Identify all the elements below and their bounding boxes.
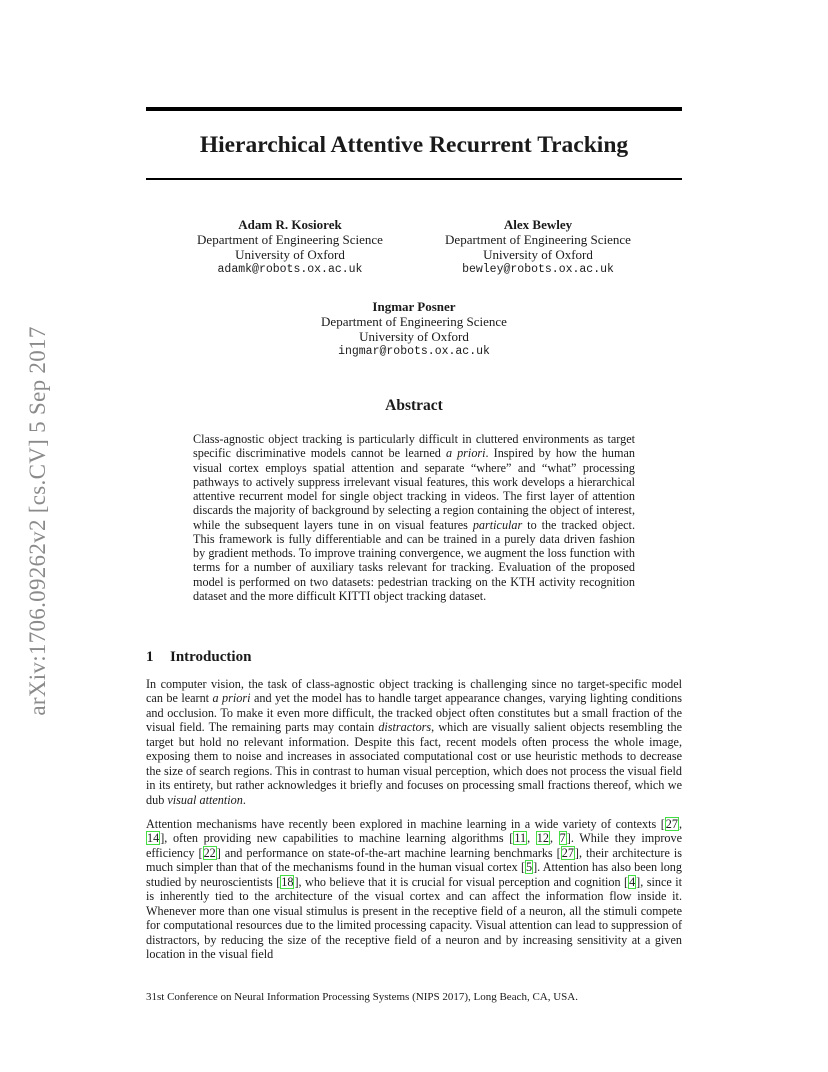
author-university: University of Oxford [359, 329, 469, 344]
citation-link[interactable]: 18 [281, 874, 294, 889]
author-name: Adam R. Kosiorek [238, 217, 342, 232]
citation-link[interactable]: 27 [561, 845, 574, 860]
section-title: Introduction [170, 649, 252, 665]
citation-link[interactable]: 5 [526, 860, 533, 875]
section-heading-introduction [146, 647, 251, 667]
arxiv-stamp [23, 293, 53, 748]
abstract-heading: Abstract [385, 397, 443, 414]
title-rule-top [146, 107, 682, 111]
citation-link[interactable]: 14 [147, 831, 160, 846]
author-department: Department of Engineering Science [321, 314, 507, 329]
author-block [170, 217, 410, 277]
citation-link[interactable]: 12 [536, 831, 549, 846]
author-name: Alex Bewley [503, 217, 573, 232]
author-department: Department of Engineering Science [445, 232, 631, 247]
citation-link[interactable]: 22 [203, 845, 216, 860]
citation-link[interactable]: 4 [629, 874, 636, 889]
author-department: Department of Engineering Science [197, 232, 383, 247]
author-university: University of Oxford [235, 247, 345, 262]
author-email: ingmar@robots.ox.ac.uk [338, 345, 490, 358]
author-name: Ingmar Posner [372, 299, 456, 314]
citation-link[interactable]: 27 [665, 817, 678, 831]
author-email: adamk@robots.ox.ac.uk [217, 263, 363, 276]
citation-link[interactable]: 11 [514, 831, 527, 846]
section-number: 1 [146, 649, 154, 665]
abstract-text: Class-agnostic object tracking is particularly difficult in cluttered environments as target specific discriminative models cannot be learned a priori. Inspired by how the human visual cortex employs spatial attention and separate “where” and “what” processing pathways to actively suppress irrelevant visual features, this work develops a hierarchical attentive recurrent model for single object tracking in videos. The first layer of attention discards the majority of background by selecting a region containing the object of interest, while the subsequent layers tune in on visual features particular to the tracked object. This framework is fully differentiable and can be trained in a purely data driven fashion by gradient methods. To improve training convergence, we augment the loss function with terms for a number of auxiliary tasks relevant for tracking. Evaluation of the proposed model is performed on two datasets: pedestrian tracking on the KTH activity recognition dataset and the more difficult KITTI object tracking dataset. [193, 432, 635, 603]
paper-title: Hierarchical Attentive Recurrent Tracking [199, 132, 629, 158]
title-rule-bottom [146, 178, 682, 180]
author-university: University of Oxford [483, 247, 593, 262]
author-email: bewley@robots.ox.ac.uk [462, 263, 614, 276]
author-block [418, 217, 658, 277]
conference-footnote: 31st Conference on Neural Information Processing Systems (NIPS 2017), Long Beach, CA, USA. [146, 991, 578, 1003]
citation-link[interactable]: 7 [559, 831, 566, 846]
intro-paragraph-1: In computer vision, the task of class-agnostic object tracking is challenging since no target-specific model can be learnt a priori and yet the model has to handle target appearance changes, varying lighting conditions and occlusion. To make it even more difficult, the tracked object often constitutes but a small fraction of the visual field. The remaining parts may contain distractors, which are visually salient objects resembling the target but hold no relevant information. Despite this fact, recent models often process the whole image, exposing them to noise and increases in associated computational cost or use heuristic methods to decrease the size of search regions. This in contrast to human visual perception, which does not process the visual field in its entirety, but rather acknowledges it briefly and focuses on processing small fractions thereof, which we dub visual attention. [146, 677, 682, 807]
intro-paragraph-2: Attention mechanisms have recently been explored in machine learning in a wide variety of contexts [27, 14], often providing new capabilities to machine learning algorithms [11, 12, 7]. While they improve efficiency [22] and performance on state-of-the-art machine learning benchmarks [27], their architecture is much simpler than that of the mechanisms found in the human visual cortex [5]. Attention has also been long studied by neuroscientists [18], who believe that it is crucial for visual perception and cognition [4], since it is inherently tied to the architecture of the visual cortex and can affect the information flow inside it. Whenever more than one visual stimulus is present in the receptive field of a neuron, all the stimuli compete for computational resources due to the limited processing capacity. Visual attention can lead to suppression of distractors, by reducing the size of the receptive field of a neuron and by increasing sensitivity at a given location in the visual field [146, 817, 683, 962]
arxiv-stamp-text: arXiv:1706.09262v2 [cs.CV] 5 Sep 2017 [25, 325, 50, 716]
author-block [294, 299, 534, 359]
